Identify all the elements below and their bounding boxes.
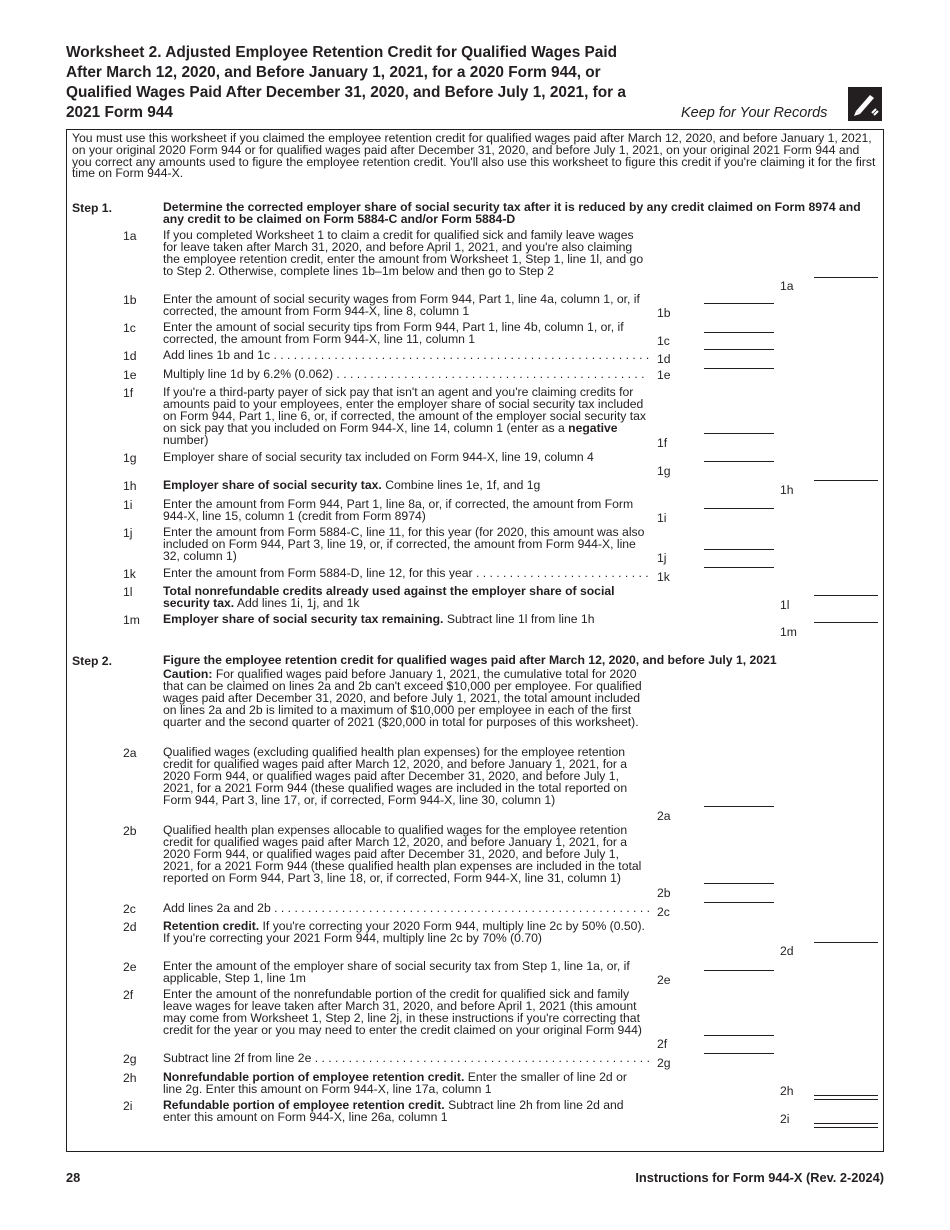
line-1j-entry[interactable] xyxy=(704,549,774,550)
line-2b-text: Qualified health plan expenses allocable to qualified wages for the employee retention credit for qualified wages paid after March 12, 2020, and before January 1, 2021, for a 2020 Form 944, or qualified wages paid after December 31, 2020, and before July 1, 2021, for a 2021 Form 944 (these qualified health plan expenses are included in the total reported on Form 944, Part 3, line 18, or, if corrected, Form 944-X, line 31, column 1) xyxy=(163,823,642,886)
line-2b-entry[interactable] xyxy=(704,883,774,884)
line-2g-label: 2g xyxy=(123,1052,137,1066)
line-1h-text: Employer share of social security tax. Combine lines 1e, 1f, and 1g xyxy=(163,478,541,492)
line-1f-text: If you're a third-party payer of sick pay that isn't an agent and you're claiming credits for amounts paid to your employees, enter the employer share of social security tax included on Form 944, Part 1, line 6, or, if corrected, the amount of the employer social security tax on sick pay that you included on Form 944-X, line 14, column 1 (enter as a negative number) xyxy=(163,385,646,448)
line-1l-ref: 1l xyxy=(780,598,790,612)
line-2e-ref: 2e xyxy=(657,973,671,987)
line-1i-label: 1i xyxy=(123,498,133,512)
line-1e-ref: 1e xyxy=(657,368,671,382)
line-2e-entry[interactable] xyxy=(704,970,774,971)
line-2c-entry[interactable] xyxy=(704,902,774,903)
line-1b-text: Enter the amount of social security wages from Form 944, Part 1, line 4a, column 1, or, if corrected, the amount from Form 944-X, line 8, column 1 xyxy=(163,292,640,319)
line-2g-text: Subtract line 2f from line 2e . . . xyxy=(163,1052,649,1064)
line-2i-entry[interactable] xyxy=(814,1123,878,1128)
line-2h-entry[interactable] xyxy=(814,1095,878,1100)
line-1l-entry[interactable] xyxy=(814,595,878,596)
line-2b-label: 2b xyxy=(123,824,137,838)
line-1g-entry[interactable] xyxy=(704,461,774,462)
line-1m-ref: 1m xyxy=(780,625,797,639)
worksheet-title: Worksheet 2. Adjusted Employee Retention Credit for Qualified Wages Paid After March 12, 2020, and Before January 1, 2021, for a 2020 Form 944, or Qualified Wages Paid After December 31, 2020, and Before July 1, 2021, for a 2021 Form 944 xyxy=(66,44,626,121)
line-1m-label: 1m xyxy=(123,613,140,627)
line-1e-label: 1e xyxy=(123,368,137,382)
line-1d-ref: 1d xyxy=(657,352,671,366)
line-1k-text: Enter the amount from Form 5884-D, line 12, for this year . . . xyxy=(163,567,649,579)
line-1k-ref: 1k xyxy=(657,570,670,584)
line-1l-text: Total nonrefundable credits already used against the employer share of social security tax. Add lines 1i, 1j, and 1k xyxy=(163,584,615,611)
line-2d-text: Retention credit. If you're correcting your 2020 Form 944, multiply line 2c by 50% (0.50). If you're correcting your 2021 Form 944, multiply line 2c by 70% (0.70) xyxy=(163,919,645,946)
line-1c-entry[interactable] xyxy=(704,332,774,333)
line-1k-entry[interactable] xyxy=(704,567,774,568)
line-2d-label: 2d xyxy=(123,920,137,934)
line-1a-entry[interactable] xyxy=(814,277,878,278)
line-1j-label: 1j xyxy=(123,526,133,540)
line-2i-label: 2i xyxy=(123,1099,133,1113)
line-2f-entry[interactable] xyxy=(704,1035,774,1036)
line-2c-ref: 2c xyxy=(657,905,670,919)
line-1c-text: Enter the amount of social security tips from Form 944, Part 1, line 4b, column 1, or, if corrected, the amount from Form 944-X, line 11, column 1 xyxy=(163,320,624,347)
line-1h-entry[interactable] xyxy=(814,480,878,481)
line-2h-text: Nonrefundable portion of employee retention credit. Enter the smaller of line 2d or line 2g. Enter this amount on Form 944-X, line 17a, column 1 xyxy=(163,1070,627,1097)
intro-paragraph: You must use this worksheet if you claimed the employee retention credit for qualified wages paid after March 12, 2020, and before January 1, 2021, on your original 2020 Form 944 or for qualified wages paid after December 31, 2020, and before July 1, 2021, on your original 2021 Form 944 and you correct any amounts used to figure the employee retention credit. You'll also use this worksheet to figure this credit if you're claiming it for the first time on Form 944-X. xyxy=(72,131,876,181)
line-1g-text: Employer share of social security tax included on Form 944-X, line 19, column 4 xyxy=(163,450,594,464)
line-2f-text: Enter the amount of the nonrefundable portion of the credit for qualified sick and family leave wages for leave taken after March 31, 2020, and before April 1, 2021 (this amount may come from Worksheet 1, Step 2, line 2j, in these instructions if you're correcting that credit for the year or you may need to enter the credit claimed on your original Form 944) xyxy=(163,987,642,1038)
line-1f-ref: 1f xyxy=(657,436,668,450)
line-1b-ref: 1b xyxy=(657,306,671,320)
line-1d-entry[interactable] xyxy=(704,349,774,350)
line-2a-ref: 2a xyxy=(657,809,671,823)
line-2f-ref: 2f xyxy=(657,1037,668,1051)
line-2c-text: Add lines 2a and 2b . . . xyxy=(163,902,649,914)
line-2g-entry[interactable] xyxy=(704,1053,774,1054)
line-1e-text: Multiply line 1d by 6.2% (0.062) . . . xyxy=(163,368,649,380)
line-2g-ref: 2g xyxy=(657,1056,671,1070)
line-1a-label: 1a xyxy=(123,229,137,243)
line-1i-text: Enter the amount from Form 944, Part 1, line 8a, or, if corrected, the amount from Form 944-X, line 15, column 1 (credit from Form 8974) xyxy=(163,497,634,524)
line-2c-label: 2c xyxy=(123,902,136,916)
line-1a-text: If you completed Worksheet 1 to claim a credit for qualified sick and family leave wages for leave taken after March 31, 2020, and before April 1, 2021, and you're also claiming the employee retention credit, enter the amount from Worksheet 1, Step 1, line 1l, and go to Step 2. Otherwise, complete lines 1b–1m below and then go to Step 2 xyxy=(163,228,644,279)
line-1d-text: Add lines 1b and 1c . . . xyxy=(163,349,649,361)
line-1c-label: 1c xyxy=(123,321,136,335)
step1-label: Step 1. xyxy=(72,201,112,215)
line-1m-entry[interactable] xyxy=(814,622,878,623)
line-1m-text: Employer share of social security tax remaining. Subtract line 1l from line 1h xyxy=(163,612,595,626)
line-2d-ref: 2d xyxy=(780,944,794,958)
line-1h-ref: 1h xyxy=(780,483,794,497)
line-1f-label: 1f xyxy=(123,386,134,400)
line-1d-label: 1d xyxy=(123,349,137,363)
line-2b-ref: 2b xyxy=(657,886,671,900)
line-1k-label: 1k xyxy=(123,567,136,581)
step2-heading: Figure the employee retention credit for qualified wages paid after March 12, 2020, and before July 1, 2021 xyxy=(163,653,777,667)
line-1i-entry[interactable] xyxy=(704,508,774,509)
line-2i-text: Refundable portion of employee retention credit. Subtract line 2h from line 2d and enter this amount on Form 944-X, line 26a, column 1 xyxy=(163,1098,624,1125)
line-1g-ref: 1g xyxy=(657,464,671,478)
line-2a-label: 2a xyxy=(123,746,137,760)
page-number: 28 xyxy=(66,1170,81,1185)
line-1l-label: 1l xyxy=(123,585,133,599)
line-1g-label: 1g xyxy=(123,451,137,465)
line-1j-text: Enter the amount from Form 5884-C, line 11, for this year (for 2020, this amount was also included on Form 944, Part 3, line 19, or, if corrected, the amount from Form 944-X, line 32, column 1) xyxy=(163,525,645,564)
step2-caution: Caution: For qualified wages paid before January 1, 2021, the cumulative total for 2020 that can be claimed on lines 2a and 2b can't exceed $10,000 per employee. For qualified wages paid after December 31, 2020, and before July 1, 2021, the total amount included on lines 2a and 2b is limited to a maximum of $10,000 per employee in each of the first quarter and the second quarter of 2021 ($20,000 in total for purposes of this worksheet). xyxy=(163,667,642,730)
line-1e-entry[interactable] xyxy=(704,368,774,369)
step1-heading: Determine the corrected employer share of social security tax after it is reduced by any credit claimed on Form 8974 and any credit to be claimed on Form 5884-C and/or Form 5884-D xyxy=(163,200,861,226)
line-1b-label: 1b xyxy=(123,293,137,307)
line-2i-ref: 2i xyxy=(780,1112,790,1126)
line-1h-label: 1h xyxy=(123,479,137,493)
line-2f-label: 2f xyxy=(123,988,134,1002)
keep-records-note: Keep for Your Records xyxy=(681,105,828,121)
line-1b-entry[interactable] xyxy=(704,303,774,304)
line-1i-ref: 1i xyxy=(657,511,667,525)
line-2d-entry[interactable] xyxy=(814,942,878,943)
line-2h-label: 2h xyxy=(123,1071,137,1085)
line-1c-ref: 1c xyxy=(657,334,670,348)
line-2a-text: Qualified wages (excluding qualified health plan expenses) for the employee retention credit for qualified wages paid after March 12, 2020, and before January 1, 2021, for a 2020 Form 944, or qualified wages paid after December 31, 2020, and before July 1, 2021, for a 2021 Form 944 (these qualified wages are included in the total reported on Form 944, Part 3, line 17, or, if corrected, Form 944-X, line 30, column 1) xyxy=(163,745,628,808)
line-1f-entry[interactable] xyxy=(704,433,774,434)
pencil-note-icon xyxy=(848,87,882,121)
line-2a-entry[interactable] xyxy=(704,806,774,807)
line-2e-text: Enter the amount of the employer share of social security tax from Step 1, line 1a, or, if applicable, Step 1, line 1m xyxy=(163,959,630,986)
line-1j-ref: 1j xyxy=(657,551,667,565)
step2-label: Step 2. xyxy=(72,654,112,668)
line-1a-ref: 1a xyxy=(780,279,794,293)
line-2e-label: 2e xyxy=(123,960,137,974)
line-2h-ref: 2h xyxy=(780,1084,794,1098)
form-reference: Instructions for Form 944-X (Rev. 2-2024) xyxy=(635,1170,884,1185)
